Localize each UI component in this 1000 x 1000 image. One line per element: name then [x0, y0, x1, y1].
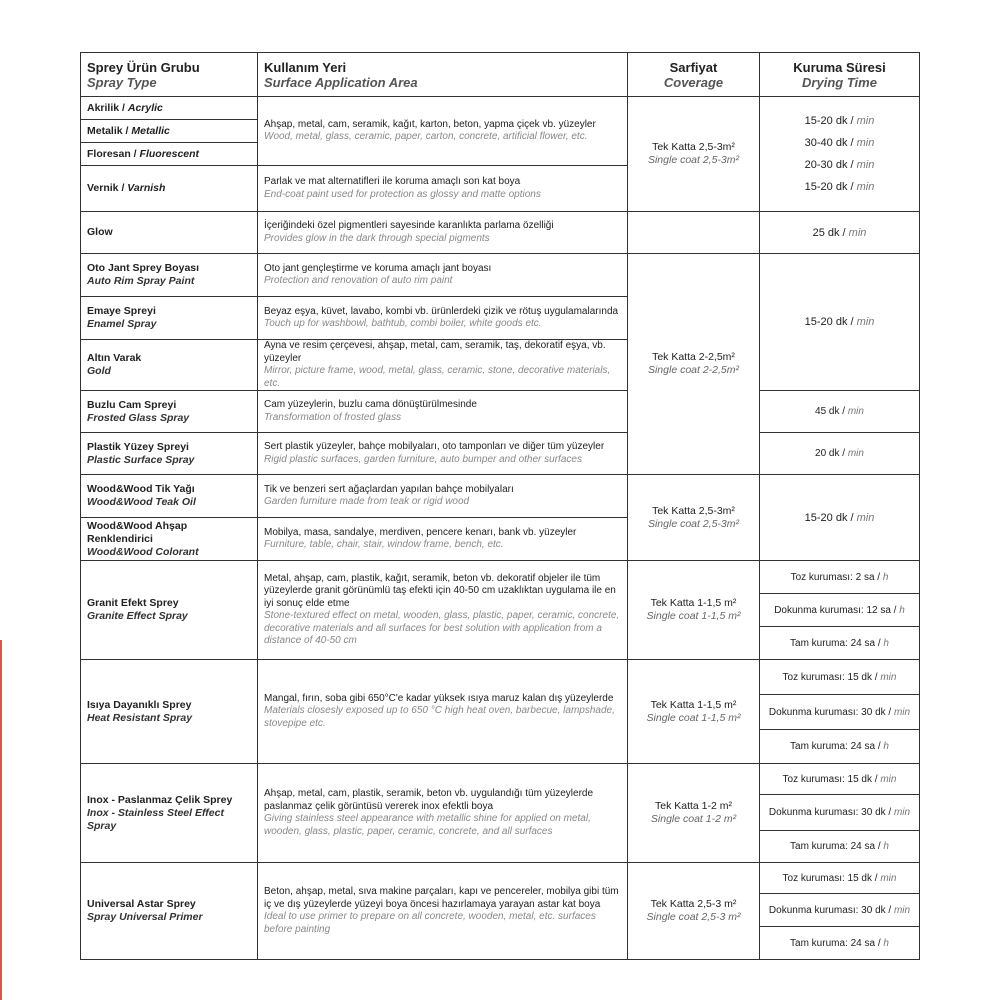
- application-area: Sert plastik yüzeyler, bahçe mobilyaları, oto tamponları ve diğer tüm yüzeyler Rigid plastic surfaces, garden furniture, auto bumper and other surfaces: [258, 433, 628, 475]
- header-area: Kullanım Yeri Surface Application Area: [258, 53, 628, 97]
- application-area: Parlak ve mat alternatifleri ile koruma amaçlı son kat boya End-coat paint used for protection as glossy and matte options: [258, 166, 628, 212]
- application-area: Cam yüzeylerin, buzlu cama dönüştürülmesinde Transformation of frosted glass: [258, 391, 628, 433]
- product-inox: Inox - Paslanmaz Çelik Sprey Inox - Stainless Steel Effect Spray: [81, 764, 258, 863]
- drying-touch: Dokunma kuruması: 12 sa / h: [760, 594, 920, 627]
- table-row: [81, 764, 920, 795]
- application-area: Tik ve benzeri sert ağaçlardan yapılan bahçe mobilyaları Garden furniture made from teak or rigid wood: [258, 475, 628, 518]
- drying-time: 15-20 dk / min: [760, 254, 920, 391]
- table-row: [81, 212, 920, 254]
- table-row: [81, 391, 920, 433]
- table-row: [81, 475, 920, 518]
- drying-dust: Toz kuruması: 15 dk / min: [760, 863, 920, 894]
- product-floresan: Floresan / Fluorescent: [81, 143, 258, 166]
- coverage: Tek Katta 1-1,5 m² Single coat 1-1,5 m²: [628, 561, 760, 660]
- coverage: Tek Katta 2,5-3m² Single coat 2,5-3m²: [628, 475, 760, 561]
- application-area: Metal, ahşap, cam, plastik, kağıt, seramik, beton vb. dekoratif objeler ile tüm yüzeylerde granit görünümlü taş efekti için 40-50 cm uzaklıktan uygulama ile en iyi sonuç elde etme Stone-textured effect on metal, wooden, glass, plastic, paper, ceramic, concrete, decorative materials and all surfaces for best solution with application from a distance of 40-50 cm: [258, 561, 628, 660]
- drying-time: 45 dk / min: [760, 391, 920, 433]
- drying-time: 20 dk / min: [760, 433, 920, 475]
- product-astar: Universal Astar Sprey Spray Universal Primer: [81, 863, 258, 960]
- table-row: [81, 561, 920, 594]
- application-area: Ayna ve resim çerçevesi, ahşap, metal, cam, seramik, taş, dekoratif eşya, vb. yüzeyler Mirror, picture frame, wood, metal, glass, ceramic, stone, decorative materials, etc.: [258, 340, 628, 391]
- drying-dust: Toz kuruması: 2 sa / h: [760, 561, 920, 594]
- product-buzlu: Buzlu Cam Spreyi Frosted Glass Spray: [81, 391, 258, 433]
- coverage-empty: [628, 212, 760, 254]
- drying-full: Tam kuruma: 24 sa / h: [760, 831, 920, 863]
- table-row: [81, 97, 920, 120]
- drying-time: 15-20 dk / min 30-40 dk / min 20-30 dk / min 15-20 dk / min: [760, 97, 920, 212]
- product-isi: Isıya Dayanıklı Sprey Heat Resistant Spray: [81, 660, 258, 764]
- product-vernik: Vernik / Varnish: [81, 166, 258, 212]
- drying-touch: Dokunma kuruması: 30 dk / min: [760, 695, 920, 730]
- product-jant: Oto Jant Sprey Boyası Auto Rim Spray Paint: [81, 254, 258, 297]
- application-area: Oto jant gençleştirme ve koruma amaçlı jant boyası Protection and renovation of auto rim paint: [258, 254, 628, 297]
- application-area: İçeriğindeki özel pigmentleri sayesinde karanlıkta parlama özelliği Provides glow in the dark through special pigments: [258, 212, 628, 254]
- coverage: Tek Katta 2,5-3m² Single coat 2,5-3m²: [628, 97, 760, 212]
- application-area: Ahşap, metal, cam, plastik, seramik, beton vb. uygulandığı tüm yüzeylerde paslanmaz çelik görüntüsü vererek inox efektli boya Giving stainless steel appearance with metallic shine for applied on metal, wooden, glass, plastic, paper, ceramic, concrete, and all surfaces: [258, 764, 628, 863]
- application-area: Beyaz eşya, küvet, lavabo, kombi vb. ürünlerdeki çizik ve rötuş uygulamalarında Touch up for washbowl, bathtub, combi boiler, white goods etc.: [258, 297, 628, 340]
- table-row: [81, 660, 920, 695]
- drying-time: 15-20 dk / min: [760, 475, 920, 561]
- drying-dust: Toz kuruması: 15 dk / min: [760, 764, 920, 795]
- application-area: Mangal, fırın, soba gibi 650°C'e kadar yüksek ısıya maruz kalan dış yüzeylerde Materials closesly exposed up to 650 °C high heat oven, barbecue, lampshade, stovepipe etc.: [258, 660, 628, 764]
- drying-full: Tam kuruma: 24 sa / h: [760, 927, 920, 960]
- drying-time: 25 dk / min: [760, 212, 920, 254]
- drying-dust: Toz kuruması: 15 dk / min: [760, 660, 920, 695]
- product-emaye: Emaye Spreyi Enamel Spray: [81, 297, 258, 340]
- product-metalik: Metalik / Metallic: [81, 120, 258, 143]
- table-row: [81, 254, 920, 297]
- coverage: Tek Katta 1-2 m² Single coat 1-2 m²: [628, 764, 760, 863]
- coverage: Tek Katta 1-1,5 m² Single coat 1-1,5 m²: [628, 660, 760, 764]
- application-area: Beton, ahşap, metal, sıva makine parçaları, kapı ve pencereler, mobilya gibi tüm iç ve dış yüzeylerde yüzeyi boya öncesi hazırlamaya yarayan astar kat boya Ideal to use primer to prepare on all concrete, wooden, metal, etc. surfaces before painting: [258, 863, 628, 960]
- product-varak: Altın Varak Gold: [81, 340, 258, 391]
- header-coverage: Sarfiyat Coverage: [628, 53, 760, 97]
- table-row: [81, 433, 920, 475]
- table-row: [81, 863, 920, 894]
- spray-product-table: [80, 52, 920, 960]
- header-row: [81, 53, 920, 97]
- application-area: Mobilya, masa, sandalye, merdiven, pencere kenarı, bank vb. yüzeyler Furniture, table, chair, stair, window frame, bench, etc.: [258, 518, 628, 561]
- product-renklendirici: Wood&Wood Ahşap Renklendirici Wood&Wood Colorant: [81, 518, 258, 561]
- drying-touch: Dokunma kuruması: 30 dk / min: [760, 894, 920, 927]
- product-glow: Glow: [81, 212, 258, 254]
- product-akrilik: Akrilik / Acrylic: [81, 97, 258, 120]
- application-area: Ahşap, metal, cam, seramik, kağıt, karton, beton, yapma çiçek vb. yüzeyler Wood, metal, glass, ceramic, paper, carton, concrete, artificial flower, etc.: [258, 97, 628, 166]
- header-product: Sprey Ürün Grubu Spray Type: [81, 53, 258, 97]
- coverage: Tek Katta 2,5-3 m² Single coat 2,5-3 m²: [628, 863, 760, 960]
- drying-full: Tam kuruma: 24 sa / h: [760, 730, 920, 764]
- header-drying: Kuruma Süresi Drying Time: [760, 53, 920, 97]
- product-tik: Wood&Wood Tik Yağı Wood&Wood Teak Oil: [81, 475, 258, 518]
- page-edge-line: [0, 640, 2, 1000]
- product-plastik: Plastik Yüzey Spreyi Plastic Surface Spray: [81, 433, 258, 475]
- drying-full: Tam kuruma: 24 sa / h: [760, 627, 920, 660]
- drying-touch: Dokunma kuruması: 30 dk / min: [760, 795, 920, 831]
- product-granit: Granit Efekt Sprey Granite Effect Spray: [81, 561, 258, 660]
- coverage: Tek Katta 2-2,5m² Single coat 2-2,5m²: [628, 254, 760, 475]
